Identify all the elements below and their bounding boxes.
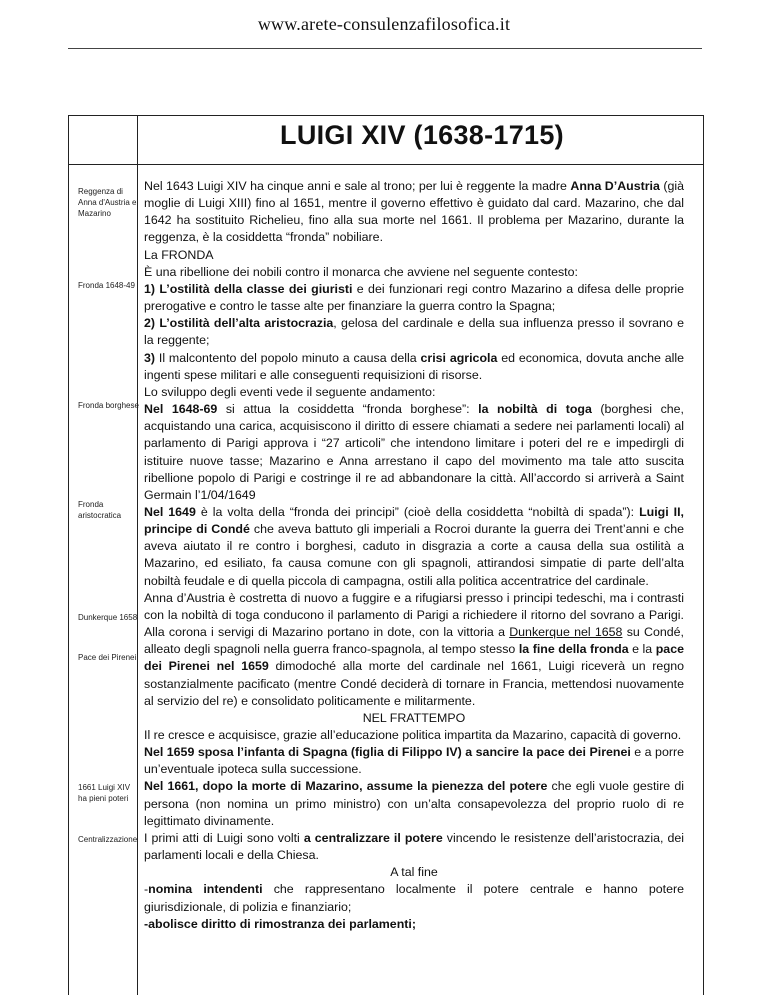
text-run: Nel 1643 Luigi XIV ha cinque anni e sale al trono; per lui è reggente la madre	[144, 179, 571, 193]
paragraph-sviluppo: Lo sviluppo degli eventi vede il seguente andamento:	[144, 384, 436, 399]
underlined-run: Dunkerque nel 1658	[509, 625, 623, 640]
bold-run: la fine della fronda	[518, 642, 629, 657]
paragraph-educazione: Il re cresce e acquisisce, grazie all’educazione politica impartita da Mazarino, capacità di governo.	[144, 728, 682, 742]
paragraph-point-3	[144, 350, 684, 384]
margin-note-centralizzazione: Centralizzazione	[78, 835, 138, 844]
paragraph-rimostranza	[144, 916, 684, 933]
text-run: che rappresentano localmente il potere centrale e hanno potere giurisdizionale, di polizia e finanziario;	[144, 882, 684, 914]
paragraph-fronda-intro: È una ribellione dei nobili contro il monarca che avviene nel seguente contesto:	[144, 264, 578, 279]
text-run: e dei funzionari regi contro Mazarino a difesa delle proprie prerogative e contro le tasse alte per finanziare la guerra contro la Spagna;	[144, 281, 684, 314]
paragraph-fronda-principi	[144, 504, 684, 590]
paragraph-pieni-poteri	[144, 778, 684, 829]
text-run: Anna d’Austria è costretta di nuovo a fuggire e a rifugiarsi presso i principi tedeschi, ma i contrasti con la nobiltà di toga conducono il parlamento di Parigi a richiedere il ritorno del sovrano a Parigi. Alla corona i servigi di Mazarino portano in dote, con la vittoria a	[144, 590, 684, 640]
bold-run: pace dei Pirenei nel 1659	[144, 642, 684, 674]
bold-run: -abolisce diritto di rimostranza dei parlamenti;	[144, 916, 416, 931]
paragraph-reggenza	[144, 178, 684, 247]
text-run: -	[144, 882, 149, 897]
bold-run: Anna D’Austria	[570, 179, 660, 193]
paragraph-fronda-heading: La FRONDA	[144, 247, 214, 262]
paragraph-point-1	[144, 281, 684, 315]
text-run: dimodoché alla morte del cardinale nel 1661, Luigi riceverà un regno sostanzialmente pacificato (mentre Condé deciderà di tornare in Francia, mettendosi nuovamente al servizio del re) e consolidato politicamente e militarmente.	[144, 659, 684, 708]
paragraph-centralizzazione	[144, 830, 684, 864]
paragraph-tal-fine: A tal fine	[390, 865, 438, 880]
paragraph-anna-fuga	[144, 590, 684, 710]
text-run: che egli vuole gestire di persona (non nomina un primo ministro) con un’alta consapevolezza del proprio ruolo di re legittimato divinamente.	[144, 779, 684, 828]
bold-run: Nel 1649	[144, 504, 196, 519]
margin-note-pace-pirenei: Pace dei Pirenei	[78, 653, 137, 662]
bold-run: 1) L’ostilità della classe dei giuristi	[144, 281, 353, 296]
paragraph-matrimonio	[144, 744, 684, 778]
margin-note-fronda-1648: Fronda 1648-49	[78, 281, 135, 290]
text-run: e a porre un’eventuale ipoteca sulla successione.	[144, 745, 684, 777]
text-run: , gelosa del cardinale e della sua influenza presso il sovrano e la reggente;	[144, 316, 684, 348]
margin-note-fronda-aristocratica: Fronda aristocratica	[78, 500, 122, 520]
text-run: (borghesi che, acquistando una carica, acquisiscono il diritto di essere chiamati a sedere nei parlamenti locali) al parlamento di Parigi approva i “27 articoli” che intendono limitare i poteri del re e impedirgli di istituire nuove tasse; Mazarino e Anna arrestano il capo del movimento ma tale atto suscita ribellione popolo di Parigi e costringe il re ad abbandonare la città. All’accordo si arriverà a Saint Germain l’1/04/1649	[144, 402, 684, 502]
bold-run: Luigi II, principe di Condé	[144, 504, 684, 537]
text-run: su Condé, alleato degli spagnoli nella guerra franco-spagnola, al tempo stesso	[144, 625, 684, 657]
text-run: vincendo le resistenze dell’aristocrazia, dei parlamenti locali e della Chiesa.	[144, 830, 685, 863]
margin-note-fronda-borghese: Fronda borghese	[78, 401, 139, 410]
bold-run: a centralizzare il potere	[303, 830, 443, 845]
text-run: si attua la cosiddetta “fronda borghese”:	[217, 402, 479, 417]
bold-run: Nel 1659 sposa l’infanta di Spagna (figlia di Filippo IV) a sancire la pace dei Pirenei	[144, 745, 631, 760]
margin-column-divider	[137, 116, 138, 995]
bold-run: Nel 1661, dopo la morte di Mazarino, assume la pienezza del potere	[144, 779, 548, 794]
bold-run: 2) L’ostilità dell’alta aristocrazia	[144, 316, 334, 331]
text-run: (già moglie di Luigi XIII) fino al 1651, mentre il governo effettivo è guidato dal card. Mazarino, che dal 1642 ha sostituito Richelieu, fino alla sua morte nel 1661. Il problema per Mazarino, durante la reggenza, è la cosiddetta “fronda” nobiliare.	[144, 179, 684, 245]
text-run: Il malcontento del popolo minuto a causa della	[155, 350, 421, 365]
bold-run: nomina intendenti	[148, 882, 263, 897]
margin-note-dunkerque: Dunkerque 1658	[78, 613, 138, 622]
main-text	[144, 178, 684, 933]
header-rule	[68, 48, 702, 49]
bold-run: 3)	[144, 350, 156, 365]
paragraph-fronda-borghese	[144, 401, 684, 504]
bold-run: Nel 1648-69	[144, 402, 218, 417]
paragraph-point-2	[144, 315, 684, 349]
bold-run: la nobiltà di toga	[478, 402, 592, 417]
margin-note-pieni-poteri: 1661 Luigi XIV ha pieni poteri	[78, 783, 131, 803]
text-run: che aveva battuto gli imperiali a Rocroi durante la guerra dei Trent’anni e che aveva aiutato il re contro i borghesi, caduto in disgrazia a corte a causa della sua ostilità a Mazarino, ed esiliato, fa causa comune con gli spagnoli, attirandosi simpatie di parte dell’alta nobiltà feudale e di quella piccola di campagna, ostili alla politica accentratrice del cardinale.	[144, 522, 685, 588]
text-run: è la volta della “fronda dei principi” (cioè della cosiddetta “nobiltà di spada”):	[195, 504, 640, 519]
text-run: I primi atti di Luigi sono volti	[144, 830, 304, 845]
text-run: e la	[628, 642, 656, 657]
text-run: ed economica, dovuta anche alle ingenti spese militari e alle conseguenti requisizioni di risorse.	[144, 350, 685, 382]
site-header-url[interactable]: www.arete-consulenzafilosofica.it	[257, 14, 511, 34]
bold-run: crisi agricola	[420, 350, 498, 365]
title-row	[69, 116, 703, 165]
margin-note-reggenza: Reggenza di Anna d'Austria e Mazarino	[78, 187, 137, 218]
page-title: LUIGI XIV (1638-1715)	[280, 120, 564, 150]
paragraph-intendenti	[144, 881, 684, 915]
paragraph-frattempo-heading: NEL FRATTEMPO	[362, 710, 466, 725]
